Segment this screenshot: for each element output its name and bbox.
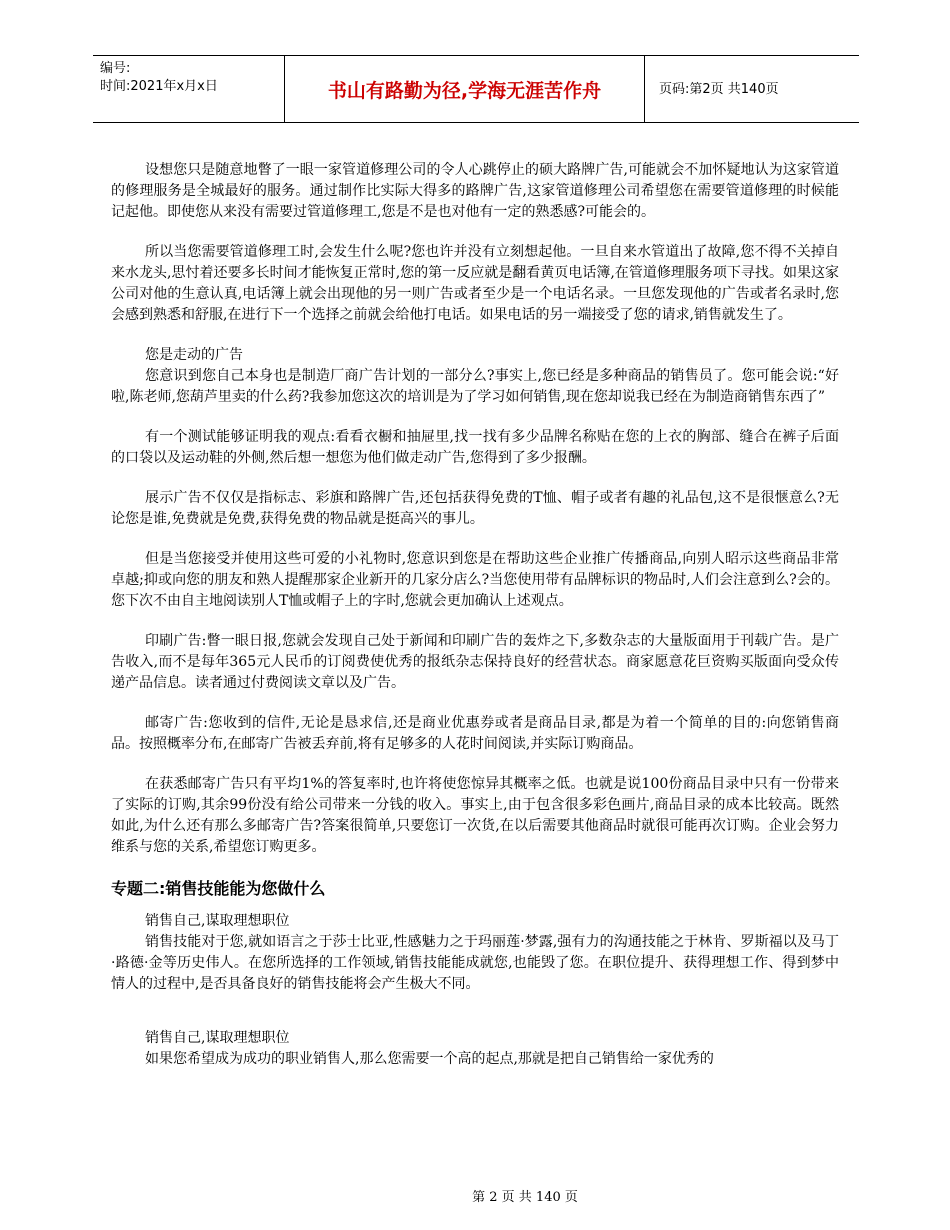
subtitle-walking-ad: 您是走动的广告	[145, 347, 243, 363]
header-page-info: 页码:第2页 共140页	[659, 82, 779, 97]
paragraph: 印刷广告:瞥一眼日报,您就会发现自己处于新闻和印刷广告的轰炸之下,多数杂志的大量版面用于刊载广告。是广告收入,而不是每年365元人民币的订阅费使优秀的报纸杂志保持良好的经营状态。商家愿意花巨资购买版面向受众传递产品信息。读者通过付费阅读文章以及广告。	[111, 633, 839, 691]
paragraph: 您意识到您自己本身也是制造厂商广告计划的一部分么?事实上,您已经是多种商品的销售员了。您可能会说:“好啦,陈老师,您葫芦里卖的什么药?我参加您这次的培训是为了学习如何销售,现在您却说我已经在为制造商销售东西了”	[111, 368, 839, 405]
header-meta	[100, 60, 280, 96]
paragraph: 有一个测试能够证明我的观点:看看衣橱和抽屉里,找一找有多少品牌名称贴在您的上衣的胸部、缝合在裤子后面的口袋以及运动鞋的外侧,然后想一想您为他们做走动广告,您得到了多少报酬。	[111, 429, 839, 466]
page-footer: 第 2 页 共 140 页	[472, 1190, 578, 1205]
paragraph: 但是当您接受并使用这些可爱的小礼物时,您意识到您是在帮助这些企业推广传播商品,向别人昭示这些商品非常卓越;抑或向您的朋友和熟人提醒那家企业新开的几家分店么?当您使用带有品牌标识的物品时,人们会注意到么?会的。您下次不由自主地阅读别人T恤或帽子上的字时,您就会更加确认上述观点。	[111, 551, 839, 609]
header-motto: 书山有路勤为径,学海无涯苦作舟	[284, 56, 645, 122]
section-heading: 专题二:销售技能能为您做什么	[111, 879, 326, 898]
page-header	[93, 55, 859, 123]
paragraph: 邮寄广告:您收到的信件,无论是恳求信,还是商业优惠券或者是商品目录,都是为着一个简单的目的:向您销售商品。按照概率分布,在邮寄广告被丢弃前,将有足够多的人花时间阅读,并实际订购商品。	[111, 715, 839, 752]
document-number-label: 编号:	[100, 61, 131, 76]
document-body	[111, 160, 839, 1070]
spacer	[111, 995, 839, 1028]
section-subtitle: 销售自己,谋取理想职位	[145, 1030, 290, 1046]
paragraph: 如果您希望成为成功的职业销售人,那么您需要一个高的起点,那就是把自己销售给一家优秀的	[145, 1051, 714, 1067]
paragraph: 所以当您需要管道修理工时,会发生什么呢?您也许并没有立刻想起他。一旦自来水管道出了故障,您不得不关掉自来水龙头,思忖着还要多长时间才能恢复正常时,您的第一反应就是翻看黄页电话簿,在管道修理服务项下寻找。如果这家公司对他的生意认真,电话簿上就会出现他的另一则广告或者至少是一个电话名录。一旦您发现他的广告或者名录时,您会感到熟悉和舒服,在进行下一个选择之前就会给他打电话。如果电话的另一端接受了您的请求,销售就发生了。	[111, 244, 839, 323]
paragraph: 销售技能对于您,就如语言之于莎士比亚,性感魅力之于玛丽莲·梦露,强有力的沟通技能之于林肯、罗斯福以及马丁·路德·金等历史伟人。在您所选择的工作领域,销售技能能成就您,也能毁了您。在职位提升、获得理想工作、得到梦中情人的过程中,是否具备良好的销售技能将会产生极大不同。	[111, 934, 839, 992]
document-time-label: 时间:2021年x月x日	[100, 79, 218, 94]
paragraph: 设想您只是随意地瞥了一眼一家管道修理公司的令人心跳停止的硕大路牌广告,可能就会不加怀疑地认为这家管道的修理服务是全城最好的服务。通过制作比实际大得多的路牌广告,这家管道修理公司希望您在需要管道修理的时候能记起他。即使您从来没有需要过管道修理工,您是不是也对他有一定的熟悉感?可能会的。	[111, 162, 839, 220]
paragraph: 在获悉邮寄广告只有平均1%的答复率时,也许将使您惊异其概率之低。也就是说100份商品目录中只有一份带来了实际的订购,其余99份没有给公司带来一分钱的收入。事实上,由于包含很多彩色画片,商品目录的成本比较高。既然如此,为什么还有那么多邮寄广告?答案很简单,只要您订一次货,在以后需要其他商品时就很可能再次订购。企业会努力维系与您的关系,希望您订购更多。	[111, 776, 839, 855]
section-subtitle: 销售自己,谋取理想职位	[145, 913, 290, 929]
paragraph: 展示广告不仅仅是指标志、彩旗和路牌广告,还包括获得免费的T恤、帽子或者有趣的礼品包,这不是很惬意么?无论您是谁,免费就是免费,获得免费的物品就是挺高兴的事儿。	[111, 490, 839, 527]
